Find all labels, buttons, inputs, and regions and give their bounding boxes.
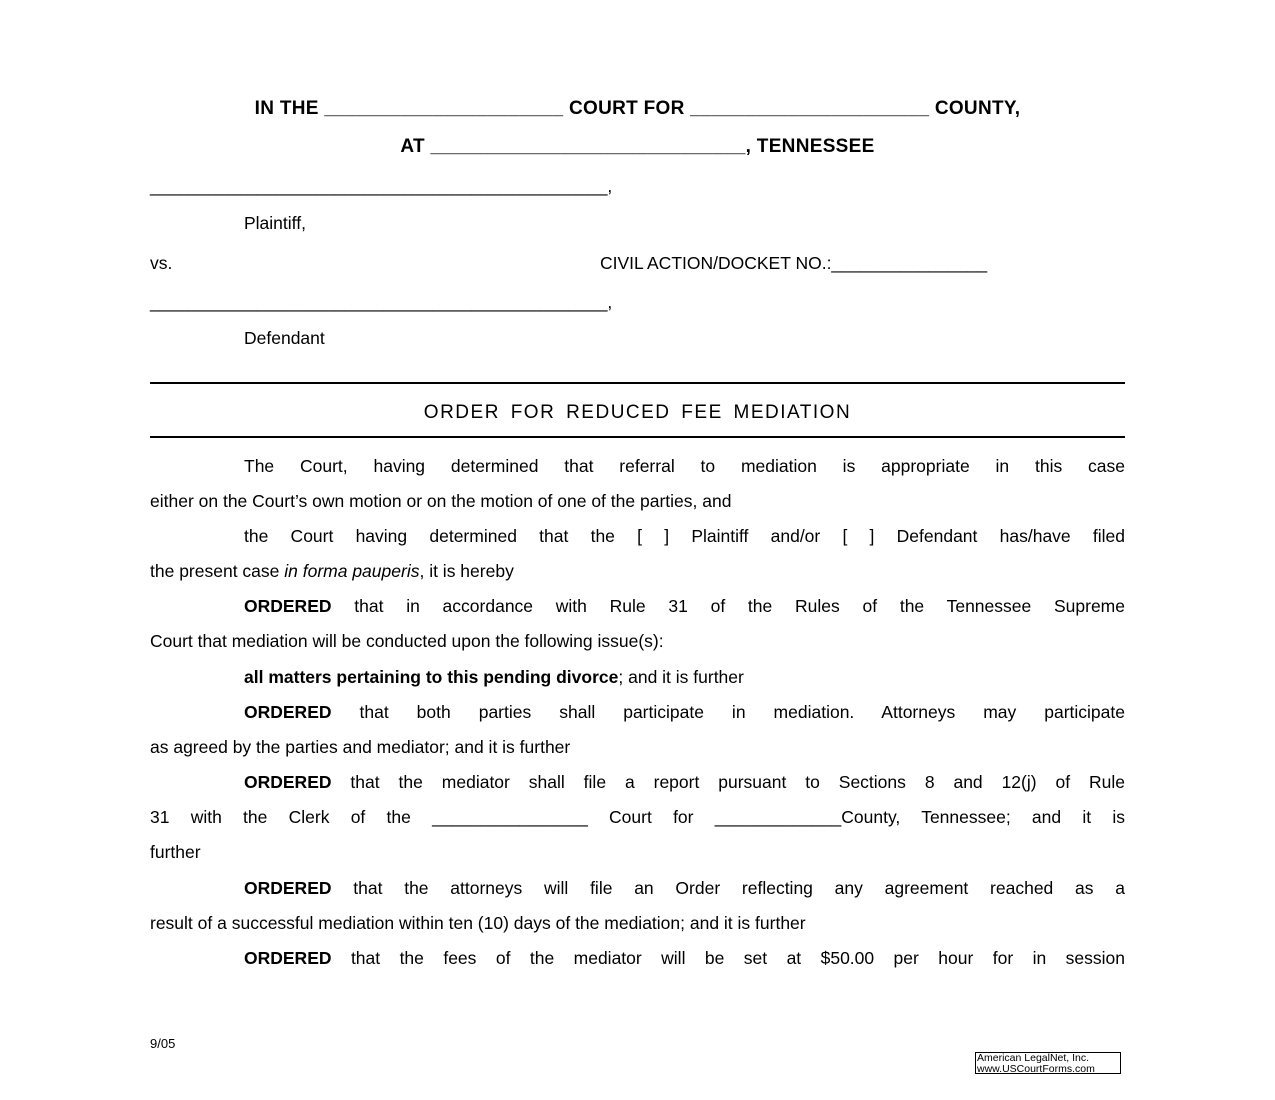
paragraph-line: Court that mediation will be conducted upon the following issue(s):: [150, 631, 664, 651]
paragraph-ordered-agreement: [150, 871, 1125, 941]
text-run: ; and it is further: [618, 667, 744, 687]
court-caption-line2: AT _____________________________, TENNESSEE: [400, 136, 875, 157]
paragraph-line: The Court, having determined that referral to mediation is appropriate in this case: [244, 456, 1125, 476]
paragraph-line: result of a successful mediation within ten (10) days of the mediation; and it is further: [150, 913, 806, 933]
paragraph-line: [150, 871, 1125, 906]
ordered-keyword: ORDERED: [244, 702, 332, 722]
paragraph-line: [150, 695, 1125, 730]
paragraph-ordered-fees: [150, 941, 1125, 976]
docket-number-field: CIVIL ACTION/DOCKET NO.:________________: [600, 253, 988, 273]
paragraph-ordered-rule31: [150, 589, 1125, 659]
paragraph-line: [150, 554, 1125, 589]
paragraph-referral: [150, 449, 1125, 519]
italic-text: in forma pauperis: [284, 561, 420, 581]
publisher-name: American LegalNet, Inc.: [977, 1052, 1090, 1064]
paragraph-issues: [150, 660, 1125, 695]
text-run: that the fees of the mediator will be set at $50.00 per hour for in session: [331, 948, 1125, 968]
defendant-name-blank: _______________________________________________,: [150, 292, 613, 312]
paragraph-line: [150, 660, 1125, 695]
plaintiff-name-blank: _______________________________________________,: [150, 176, 613, 196]
paragraph-line: further: [150, 842, 201, 862]
paragraph-pauperis: [150, 519, 1125, 589]
publisher-stamp: [975, 1052, 1121, 1074]
paragraph-line: 31 with the Clerk of the ________________ Court for _____________County, Tennessee; and it is: [150, 807, 1125, 827]
ordered-keyword: ORDERED: [244, 948, 332, 968]
ordered-keyword: ORDERED: [244, 596, 332, 616]
plaintiff-label: Plaintiff,: [244, 213, 306, 233]
publisher-website: www.USCourtForms.com: [977, 1062, 1095, 1075]
defendant-label: Defendant: [244, 328, 325, 348]
paragraph-line: [150, 765, 1125, 800]
bold-text: all matters pertaining to this pending divorce: [244, 667, 619, 687]
text-run: that in accordance with Rule 31 of the Rules of the Tennessee Supreme: [331, 596, 1125, 616]
text-run: the present case: [150, 561, 285, 581]
title-bottom-rule: [150, 436, 1125, 438]
text-run: that the mediator shall file a report pursuant to Sections 8 and 12(j) of Rule: [331, 772, 1125, 792]
ordered-keyword: ORDERED: [244, 878, 332, 898]
ordered-keyword: ORDERED: [244, 772, 332, 792]
versus-label: vs.: [150, 253, 173, 273]
title-top-rule: [150, 382, 1125, 384]
document-title: ORDER FOR REDUCED FEE MEDIATION: [423, 402, 852, 423]
text-run: , it is hereby: [419, 561, 514, 581]
text-run: that the attorneys will file an Order reflecting any agreement reached as a: [331, 878, 1125, 898]
paragraph-line: as agreed by the parties and mediator; and it is further: [150, 737, 571, 757]
text-run: that both parties shall participate in mediation. Attorneys may participate: [331, 702, 1125, 722]
paragraph-line: either on the Court’s own motion or on the motion of one of the parties, and: [150, 491, 732, 511]
paragraph-line: [150, 589, 1125, 624]
form-revision-date: 9/05: [150, 1036, 176, 1051]
court-caption-line1: IN THE ______________________ COURT FOR ______________________ COUNTY,: [254, 98, 1021, 119]
paragraph-ordered-report: [150, 765, 1125, 870]
paragraph-ordered-participate: [150, 695, 1125, 765]
paragraph-line: the Court having determined that the [ ] Plaintiff and/or [ ] Defendant has/have filed: [244, 526, 1125, 546]
paragraph-line: [150, 941, 1125, 976]
